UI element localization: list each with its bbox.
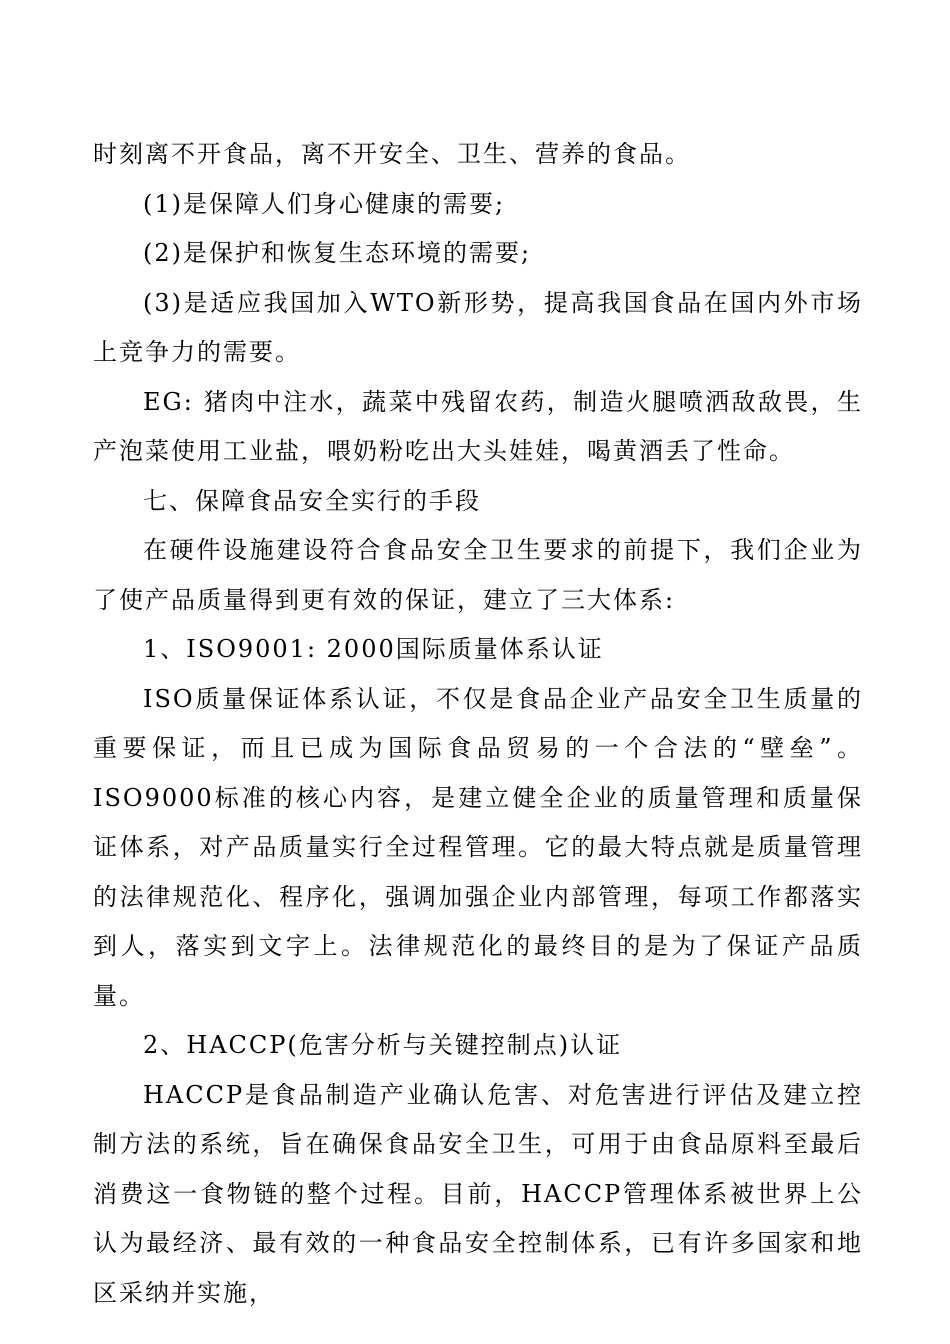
subheading-haccp: 2、HACCP(危害分析与关键控制点)认证 — [143, 1031, 623, 1059]
paragraph-haccp: HACCP是食品制造产业确认危害、对危害进行评估及建立控制方法的系统，旨在确保食品安全卫生，可用于由食品原料至最后消费这一食物链的整个过程。目前，HACCP管理体系被世界上公认为最经济、最有效的一种食品安全控制体系，已有许多国家和地区采纳并实施， — [93, 1080, 863, 1307]
paragraph-examples: EG: 猪肉中注水，蔬菜中残留农药，制造火腿喷洒敌敌畏，生产泡菜使用工业盐，喂奶粉吃出大头娃娃，喝黄酒丢了性命。 — [93, 387, 863, 465]
subheading-iso9001: 1、ISO9001: 2000国际质量体系认证 — [143, 635, 604, 663]
document-body — [93, 130, 863, 1318]
paragraph-item-3: (3)是适应我国加入WTO新形势，提高我国食品在国内外市场上竞争力的需要。 — [93, 288, 863, 366]
paragraph-iso: ISO质量保证体系认证，不仅是食品企业产品安全卫生质量的重要保证，而且已成为国际食品贸易的一个合法的“壁垒”。ISO9000标准的核心内容，是建立健全企业的质量管理和质量保证体系，对产品质量实行全过程管理。它的最大特点就是质量管理的法律规范化、程序化，强调加强企业内部管理，每项工作都落实到人，落实到文字上。法律规范化的最终目的是为了保证产品质量。 — [93, 684, 863, 1010]
paragraph-item-2: (2)是保护和恢复生态环境的需要; — [143, 239, 532, 267]
paragraph-continuation: 时刻离不开食品，离不开安全、卫生、营养的食品。 — [93, 140, 691, 168]
paragraph-item-1: (1)是保障人们身心健康的需要; — [143, 189, 506, 218]
paragraph-intro-systems: 在硬件设施建设符合食品安全卫生要求的前提下，我们企业为了使产品质量得到更有效的保证，建立了三大体系: — [93, 536, 863, 614]
section-heading-7: 七、保障食品安全实行的手段 — [143, 486, 481, 515]
